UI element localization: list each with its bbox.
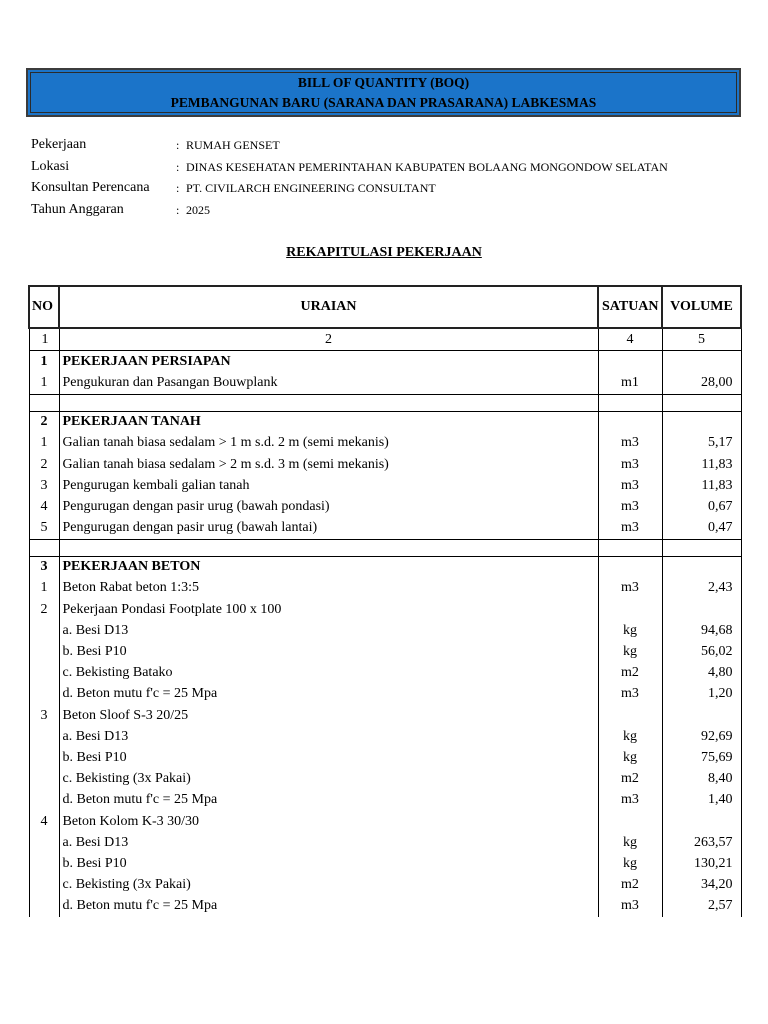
item-description: PEKERJAAN PERSIAPAN	[59, 351, 598, 373]
item-unit: m3	[598, 518, 662, 540]
item-volume	[662, 411, 741, 433]
item-volume	[662, 811, 741, 832]
item-volume: 92,69	[662, 726, 741, 747]
item-number	[29, 726, 59, 747]
table-row	[29, 599, 741, 620]
item-description: b. Besi P10	[59, 641, 598, 662]
column-number-row	[29, 328, 741, 351]
item-number: 4	[29, 496, 59, 517]
item-description: Pengukuran dan Pasangan Bouwplank	[59, 372, 598, 394]
item-volume: 11,83	[662, 475, 741, 496]
item-unit: m3	[598, 496, 662, 517]
item-description: a. Besi D13	[59, 832, 598, 853]
item-description: Beton Kolom K-3 30/30	[59, 811, 598, 832]
project-title: PEMBANGUNAN BARU (SARANA DAN PRASARANA) LABKESMAS	[170, 94, 597, 110]
item-number: 1	[29, 351, 59, 373]
table-row	[29, 790, 741, 811]
item-unit: m3	[598, 790, 662, 811]
item-number	[29, 663, 59, 684]
table-row	[29, 896, 741, 917]
spacer-cell	[59, 539, 598, 556]
item-unit: m3	[598, 475, 662, 496]
item-unit	[598, 811, 662, 832]
table-row	[29, 769, 741, 790]
item-description: Pekerjaan Pondasi Footplate 100 x 100	[59, 599, 598, 620]
item-volume	[662, 599, 741, 620]
table-row	[29, 832, 741, 853]
item-description: c. Bekisting (3x Pakai)	[59, 875, 598, 896]
spacer-cell	[29, 394, 59, 411]
table-row	[29, 475, 741, 496]
item-unit	[598, 599, 662, 620]
item-volume: 11,83	[662, 454, 741, 475]
separator-colon: :	[176, 159, 180, 174]
item-number	[29, 769, 59, 790]
item-number: 1	[29, 578, 59, 599]
item-number	[29, 747, 59, 768]
header-description: URAIAN	[59, 286, 598, 328]
table-row	[29, 641, 741, 662]
item-unit: kg	[598, 747, 662, 768]
work-value: RUMAH GENSET	[186, 138, 280, 152]
budget-year-value: 2025	[186, 202, 210, 217]
item-description: c. Bekisting (3x Pakai)	[59, 769, 598, 790]
item-description: Pengurugan dengan pasir urug (bawah lantai)	[59, 518, 598, 540]
item-volume: 8,40	[662, 769, 741, 790]
location-label: Lokasi	[31, 158, 70, 174]
table-row	[29, 811, 741, 832]
item-number: 4	[29, 811, 59, 832]
item-description: Beton Sloof S-3 20/25	[59, 705, 598, 726]
item-number	[29, 620, 59, 641]
item-description: Galian tanah biasa sedalam > 1 m s.d. 2 m (semi mekanis)	[59, 433, 598, 454]
item-unit	[598, 556, 662, 578]
item-description: a. Besi D13	[59, 620, 598, 641]
item-number	[29, 896, 59, 917]
column-number: 5	[662, 328, 741, 351]
table-row	[29, 705, 741, 726]
table-row	[29, 518, 741, 540]
item-description: Beton Rabat beton 1:3:5	[59, 578, 598, 599]
item-description: Pengurugan kembali galian tanah	[59, 475, 598, 496]
separator-colon: :	[176, 181, 180, 195]
item-unit	[598, 411, 662, 433]
item-number: 5	[29, 518, 59, 540]
spacer-cell	[29, 539, 59, 556]
table-header-row	[29, 286, 741, 328]
consultant-label: Konsultan Perencana	[31, 180, 150, 195]
item-description: c. Bekisting Batako	[59, 663, 598, 684]
item-number: 3	[29, 556, 59, 578]
item-volume: 56,02	[662, 641, 741, 662]
item-unit	[598, 351, 662, 373]
item-number: 1	[29, 433, 59, 454]
item-unit: m3	[598, 433, 662, 454]
spacer-cell	[598, 394, 662, 411]
item-unit: m3	[598, 684, 662, 705]
item-volume: 28,00	[662, 372, 741, 394]
item-unit: m3	[598, 578, 662, 599]
item-volume: 75,69	[662, 747, 741, 768]
table-row	[29, 454, 741, 475]
item-unit: m3	[598, 454, 662, 475]
item-unit: kg	[598, 853, 662, 874]
item-number: 1	[29, 372, 59, 394]
title-banner-inner	[30, 72, 737, 113]
spacer-cell	[662, 539, 741, 556]
item-volume: 4,80	[662, 663, 741, 684]
item-unit: m1	[598, 372, 662, 394]
item-number: 3	[29, 475, 59, 496]
item-unit: m2	[598, 663, 662, 684]
item-unit: kg	[598, 641, 662, 662]
table-row	[29, 433, 741, 454]
item-description: d. Beton mutu f'c = 25 Mpa	[59, 790, 598, 811]
item-description: d. Beton mutu f'c = 25 Mpa	[59, 684, 598, 705]
item-description: a. Besi D13	[59, 726, 598, 747]
column-number: 1	[29, 328, 59, 351]
title-banner	[26, 68, 741, 117]
header-volume: VOLUME	[662, 286, 741, 328]
item-unit: m3	[598, 896, 662, 917]
item-volume	[662, 351, 741, 373]
table-row	[29, 853, 741, 874]
item-description: Pengurugan dengan pasir urug (bawah pondasi)	[59, 496, 598, 517]
item-description: d. Beton mutu f'c = 25 Mpa	[59, 896, 598, 917]
location-value: DINAS KESEHATAN PEMERINTAHAN KABUPATEN BOLAANG MONGONDOW SELATAN	[186, 159, 668, 174]
document-title: BILL OF QUANTITY (BOQ)	[297, 74, 470, 90]
spacer-row	[29, 394, 741, 411]
item-unit: kg	[598, 620, 662, 641]
separator-colon: :	[176, 138, 180, 152]
section-title: REKAPITULASI PEKERJAAN	[286, 245, 482, 260]
item-description: b. Besi P10	[59, 747, 598, 768]
table-row	[29, 496, 741, 517]
spacer-cell	[598, 539, 662, 556]
table-row	[29, 372, 741, 394]
item-description: PEKERJAAN BETON	[59, 556, 598, 578]
table-row	[29, 620, 741, 641]
category-row	[29, 556, 741, 578]
table-row	[29, 747, 741, 768]
item-volume: 263,57	[662, 832, 741, 853]
table-row	[29, 875, 741, 896]
item-description: PEKERJAAN TANAH	[59, 411, 598, 433]
item-volume: 1,20	[662, 684, 741, 705]
item-number: 2	[29, 411, 59, 433]
item-number	[29, 684, 59, 705]
item-number	[29, 875, 59, 896]
item-description: b. Besi P10	[59, 853, 598, 874]
table-row	[29, 663, 741, 684]
column-number: 2	[59, 328, 598, 351]
item-unit	[598, 705, 662, 726]
item-number	[29, 853, 59, 874]
item-volume: 94,68	[662, 620, 741, 641]
item-unit: kg	[598, 726, 662, 747]
header-no: NO	[29, 286, 59, 328]
item-volume: 130,21	[662, 853, 741, 874]
work-label: Pekerjaan	[31, 137, 87, 152]
item-number: 2	[29, 454, 59, 475]
spacer-cell	[662, 394, 741, 411]
item-volume: 5,17	[662, 433, 741, 454]
item-number	[29, 832, 59, 853]
table-row	[29, 684, 741, 705]
category-row	[29, 351, 741, 373]
budget-year-label: Tahun Anggaran	[31, 201, 124, 217]
spacer-cell	[59, 394, 598, 411]
item-number	[29, 641, 59, 662]
item-volume: 2,43	[662, 578, 741, 599]
item-volume: 0,47	[662, 518, 741, 540]
item-unit: m2	[598, 875, 662, 896]
item-number: 3	[29, 705, 59, 726]
item-volume: 2,57	[662, 896, 741, 917]
item-volume	[662, 705, 741, 726]
table-row	[29, 726, 741, 747]
header-unit: SATUAN	[598, 286, 662, 328]
spacer-row	[29, 539, 741, 556]
item-volume	[662, 556, 741, 578]
table-row	[29, 578, 741, 599]
item-volume: 1,40	[662, 790, 741, 811]
item-unit: m2	[598, 769, 662, 790]
category-row	[29, 411, 741, 433]
item-volume: 0,67	[662, 496, 741, 517]
item-volume: 34,20	[662, 875, 741, 896]
column-number: 4	[598, 328, 662, 351]
consultant-value: PT. CIVILARCH ENGINEERING CONSULTANT	[186, 181, 436, 195]
boq-table	[28, 285, 742, 917]
item-number	[29, 790, 59, 811]
item-description: Galian tanah biasa sedalam > 2 m s.d. 3 m (semi mekanis)	[59, 454, 598, 475]
separator-colon: :	[176, 202, 180, 217]
item-number: 2	[29, 599, 59, 620]
item-unit: kg	[598, 832, 662, 853]
